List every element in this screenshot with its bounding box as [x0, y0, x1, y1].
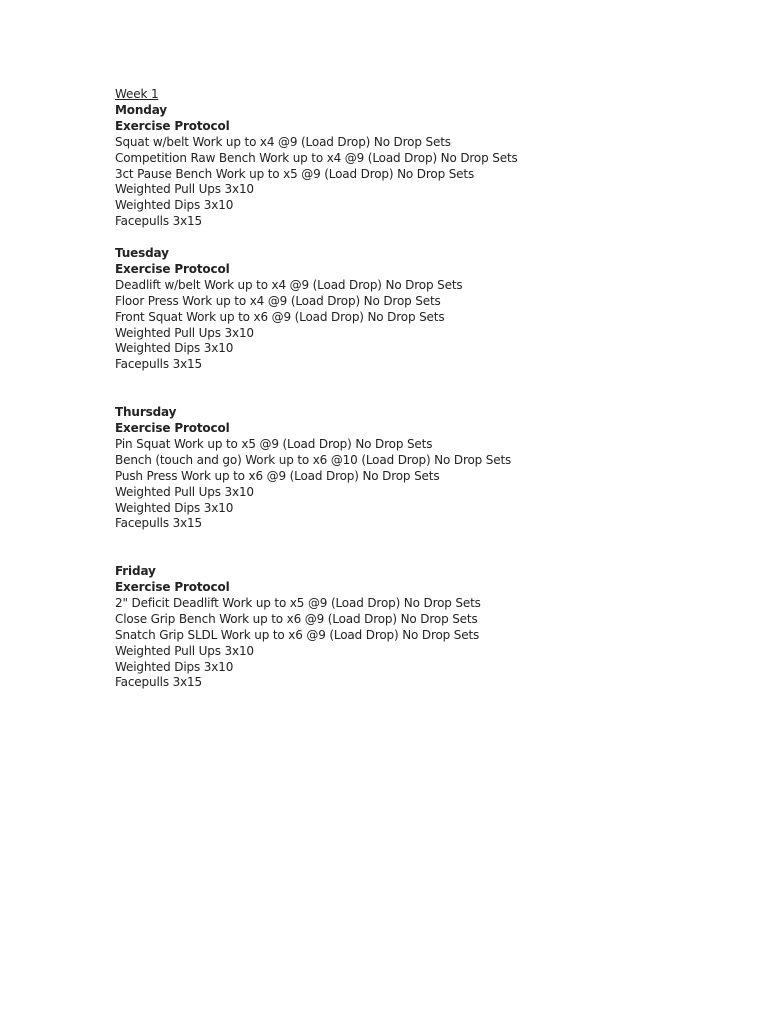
exercise-item: Weighted Pull Ups 3x10: [115, 182, 254, 197]
exercise-list: [115, 135, 735, 230]
exercise-item: 3ct Pause Bench Work up to x5 @9 (Load Drop) No Drop Sets: [115, 166, 475, 181]
exercise-item: Deadlift w/belt Work up to x4 @9 (Load Drop) No Drop Sets: [115, 277, 463, 292]
exercise-item: Competition Raw Bench Work up to x4 @9 (Load Drop) No Drop Sets: [115, 150, 518, 165]
blank-line: [115, 373, 735, 405]
exercise-item: Push Press Work up to x6 @9 (Load Drop) No Drop Sets: [115, 468, 440, 483]
protocol-label: Exercise Protocol: [115, 580, 230, 595]
exercise-item: Weighted Dips 3x10: [115, 198, 234, 213]
day-section-tuesday: [115, 246, 735, 373]
exercise-list: [115, 437, 735, 532]
exercise-item: Weighted Pull Ups 3x10: [115, 643, 254, 658]
document-page: [115, 87, 735, 691]
exercise-item: Facepulls 3x15: [115, 516, 202, 531]
exercise-item: Pin Squat Work up to x5 @9 (Load Drop) No Drop Sets: [115, 436, 433, 451]
exercise-list: [115, 596, 735, 691]
blank-line: [115, 230, 735, 246]
day-section-monday: [115, 103, 735, 230]
day-title: Monday: [115, 102, 167, 117]
exercise-item: Front Squat Work up to x6 @9 (Load Drop) No Drop Sets: [115, 309, 445, 324]
exercise-item: Floor Press Work up to x4 @9 (Load Drop) No Drop Sets: [115, 293, 441, 308]
day-title: Friday: [115, 564, 156, 579]
protocol-label: Exercise Protocol: [115, 261, 230, 276]
day-title: Tuesday: [115, 246, 169, 261]
protocol-label: Exercise Protocol: [115, 118, 230, 133]
exercise-list: [115, 278, 735, 373]
exercise-item: Weighted Dips 3x10: [115, 659, 234, 674]
exercise-item: Weighted Dips 3x10: [115, 341, 234, 356]
exercise-item: Close Grip Bench Work up to x6 @9 (Load Drop) No Drop Sets: [115, 611, 478, 626]
exercise-item: Facepulls 3x15: [115, 214, 202, 229]
week-title: Week 1: [115, 87, 159, 101]
exercise-item: Weighted Dips 3x10: [115, 500, 234, 515]
exercise-item: Facepulls 3x15: [115, 357, 202, 372]
day-section-friday: [115, 564, 735, 691]
exercise-item: Squat w/belt Work up to x4 @9 (Load Drop) No Drop Sets: [115, 134, 451, 149]
exercise-item: Bench (touch and go) Work up to x6 @10 (Load Drop) No Drop Sets: [115, 452, 512, 467]
protocol-label: Exercise Protocol: [115, 421, 230, 435]
exercise-item: Weighted Pull Ups 3x10: [115, 484, 254, 499]
exercise-item: Snatch Grip SLDL Work up to x6 @9 (Load Drop) No Drop Sets: [115, 627, 480, 642]
exercise-item: Facepulls 3x15: [115, 675, 202, 690]
blank-line: [115, 532, 735, 564]
exercise-item: Weighted Pull Ups 3x10: [115, 325, 254, 340]
day-title: Thursday: [115, 405, 177, 420]
exercise-item: 2" Deficit Deadlift Work up to x5 @9 (Load Drop) No Drop Sets: [115, 595, 481, 610]
day-section-thursday: [115, 405, 735, 532]
